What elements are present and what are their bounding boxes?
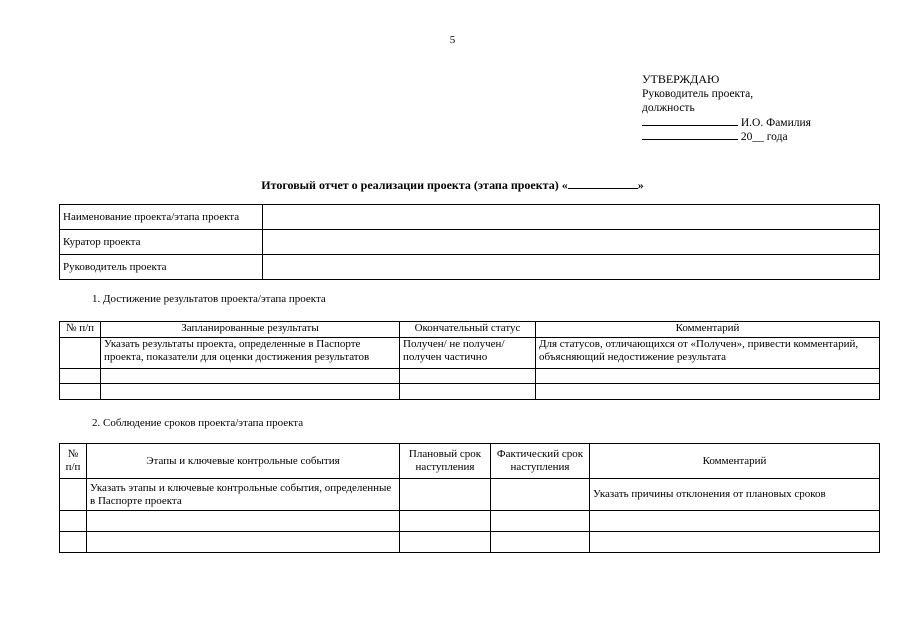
- approval-role-line2: должность: [642, 102, 695, 114]
- results-table: [59, 321, 880, 400]
- row-number: [60, 338, 101, 369]
- column-header: Комментарий: [590, 444, 880, 479]
- table-row: [60, 384, 880, 400]
- actual-date: [491, 532, 590, 553]
- table-row: [60, 532, 880, 553]
- approval-signature-name: И.О. Фамилия: [740, 116, 811, 129]
- project-info-table: [59, 204, 880, 280]
- info-label: Куратор проекта: [60, 230, 263, 255]
- row-number: [60, 511, 87, 532]
- column-header: Окончательный статус: [400, 322, 536, 338]
- actual-date: [491, 511, 590, 532]
- approval-signature-row: [642, 116, 811, 131]
- planned-date: [400, 479, 491, 511]
- report-title: [0, 178, 905, 193]
- row-number: [60, 384, 101, 400]
- info-value: [263, 255, 880, 280]
- planned-date: [400, 532, 491, 553]
- report-title-prefix: Итоговый отчет о реализации проекта (этапа проекта) «: [261, 178, 568, 192]
- comment: [590, 532, 880, 553]
- column-header: Этапы и ключевые контрольные события: [87, 444, 400, 479]
- column-header: № п/п: [60, 322, 101, 338]
- table-row: [60, 230, 880, 255]
- approval-date-row: [642, 130, 811, 145]
- row-number: [60, 479, 87, 511]
- approval-year-text: 20__ года: [740, 131, 788, 143]
- signature-blank-line: [642, 116, 738, 126]
- deadlines-table: [59, 443, 880, 553]
- comment: Указать причины отклонения от плановых сроков: [590, 479, 880, 511]
- section1-heading: 1. Достижение результатов проекта/этапа проекта: [92, 293, 326, 305]
- comment: [536, 369, 880, 384]
- planned-result: [101, 369, 400, 384]
- column-header: № п/п: [60, 444, 87, 479]
- report-title-blank: [568, 178, 638, 189]
- info-label: Наименование проекта/этапа проекта: [60, 205, 263, 230]
- planned-result: Указать результаты проекта, определенные в Паспорте проекта, показатели для оценки достижения результатов: [101, 338, 400, 369]
- actual-date: [491, 479, 590, 511]
- info-value: [263, 205, 880, 230]
- table-row: [60, 369, 880, 384]
- stage-event: [87, 532, 400, 553]
- info-label: Руководитель проекта: [60, 255, 263, 280]
- column-header: Плановый срок наступления: [400, 444, 491, 479]
- approval-role-line1: Руководитель проекта,: [642, 87, 754, 100]
- table-row: [60, 205, 880, 230]
- date-blank-line: [642, 130, 738, 140]
- comment: [536, 384, 880, 400]
- table-row: [60, 479, 880, 511]
- planned-result: [101, 384, 400, 400]
- table-header-row: [60, 444, 880, 479]
- planned-date: [400, 511, 491, 532]
- approval-title: УТВЕРЖДАЮ: [642, 72, 720, 86]
- approval-block: [642, 72, 811, 145]
- column-header: Фактический срок наступления: [491, 444, 590, 479]
- column-header: Комментарий: [536, 322, 880, 338]
- stage-event: Указать этапы и ключевые контрольные события, определенные в Паспорте проекта: [87, 479, 400, 511]
- final-status: [400, 369, 536, 384]
- table-row: [60, 511, 880, 532]
- page-number: 5: [449, 34, 456, 46]
- row-number: [60, 532, 87, 553]
- table-header-row: [60, 322, 880, 338]
- comment: [590, 511, 880, 532]
- table-row: [60, 338, 880, 369]
- report-title-suffix: »: [637, 178, 644, 192]
- final-status: [400, 384, 536, 400]
- column-header: Запланированные результаты: [101, 322, 400, 338]
- stage-event: [87, 511, 400, 532]
- table-row: [60, 255, 880, 280]
- comment: Для статусов, отличающихся от «Получен», привести комментарий, объясняющий недостижение результата: [536, 338, 880, 369]
- final-status: Получен/ не получен/ получен частично: [400, 338, 536, 369]
- row-number: [60, 369, 101, 384]
- info-value: [263, 230, 880, 255]
- section2-heading: 2. Соблюдение сроков проекта/этапа проекта: [92, 417, 304, 429]
